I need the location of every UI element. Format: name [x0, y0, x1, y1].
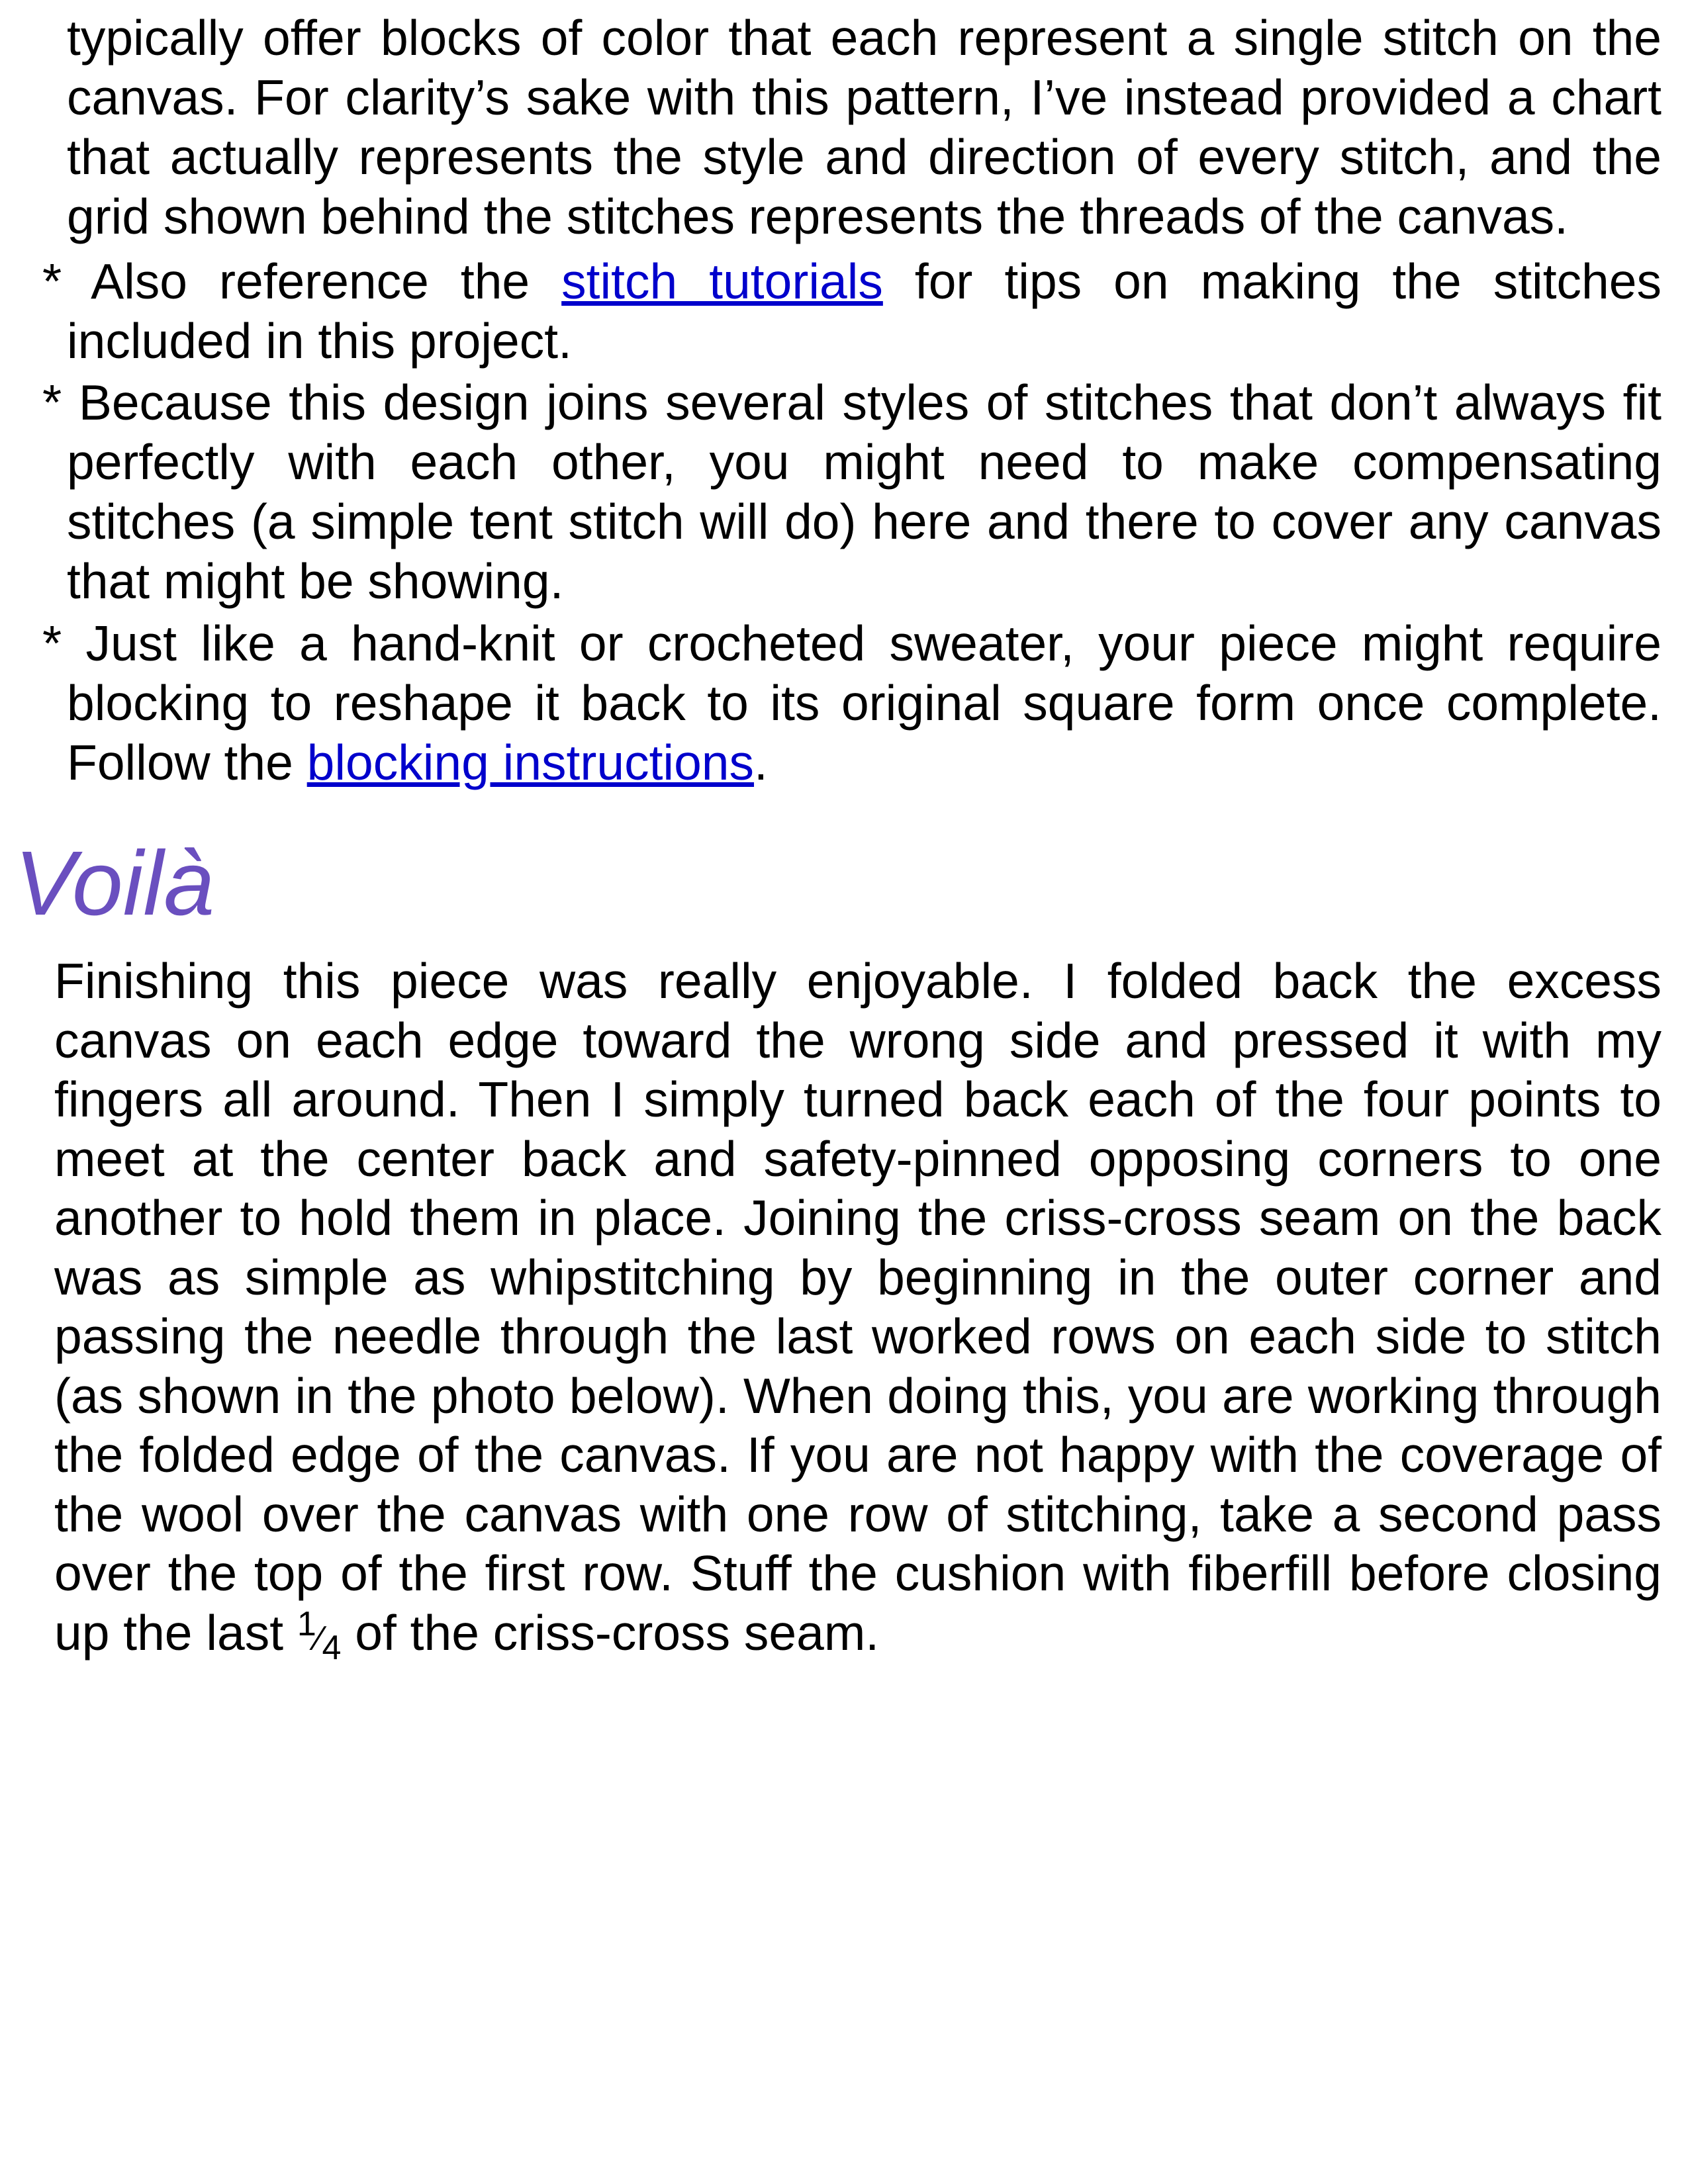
section-heading: Voilà [15, 833, 214, 934]
note-item-stitch-tutorials [42, 251, 1662, 371]
paragraph-text: Finishing this piece was really enjoyable. I folded back the excess canvas on each edge toward the wrong side and pressed it with my fingers all around. Then I simply turned back each of the four points to meet at the center back and safety-pinned opposing corners to one another to hold them in place. Joining the criss-cross seam on the back was as simple as whipstitching by beginning in the outer corner and passing the needle through the last worked rows on each side to stitch (as shown in the photo below). When doing this, you are working through the folded edge of the canvas. If you are not happy with the coverage of the wool over the canvas with one row of stitching, take a second pass over the top of the first row. Stuff the cushion with fiberfill before closing up the last [54, 953, 1662, 1661]
note-text: Because this design joins several styles of stitches that don’t always fit perfectly with each other, you might need to make compensating stitches (a simple tent stitch will do) here and there to cover any canvas that might be showing. [67, 375, 1662, 609]
stitch-tutorials-link[interactable]: stitch tutorials [561, 253, 883, 309]
note-text: Just like a hand-knit or crocheted sweater, your piece might require blocking to reshape it back to its original square form once complete. Follow the [67, 615, 1662, 790]
note-bullet: * [42, 253, 91, 309]
paragraph-text: of the criss-cross seam. [341, 1604, 880, 1661]
note-item-compensating-stitches [42, 373, 1662, 611]
note-text: . [754, 735, 768, 790]
fraction-denominator: 4 [322, 1628, 342, 1667]
fraction-slash: ⁄ [316, 1619, 322, 1658]
notes-continuation-paragraph [42, 8, 1662, 246]
fraction-numerator: 1 [297, 1604, 316, 1643]
blocking-instructions-link[interactable]: blocking instructions [306, 735, 755, 790]
note-bullet: * [42, 375, 79, 430]
note-item-blocking [42, 614, 1662, 792]
note-text: for tips on making the stitches included in this project. [67, 253, 1662, 369]
note-bullet: * [42, 615, 86, 671]
fraction-one-quarter [297, 1604, 342, 1667]
notes-continuation-text: typically offer blocks of color that each represent a single stitch on the canvas. For clarity’s sake with this pattern, I’ve instead provided a chart that actually represents the style and direction of every stitch, and the grid shown behind the stitches represents the threads of the canvas. [67, 10, 1662, 244]
note-text: Also reference the [91, 253, 562, 309]
finishing-paragraph [54, 952, 1662, 1668]
